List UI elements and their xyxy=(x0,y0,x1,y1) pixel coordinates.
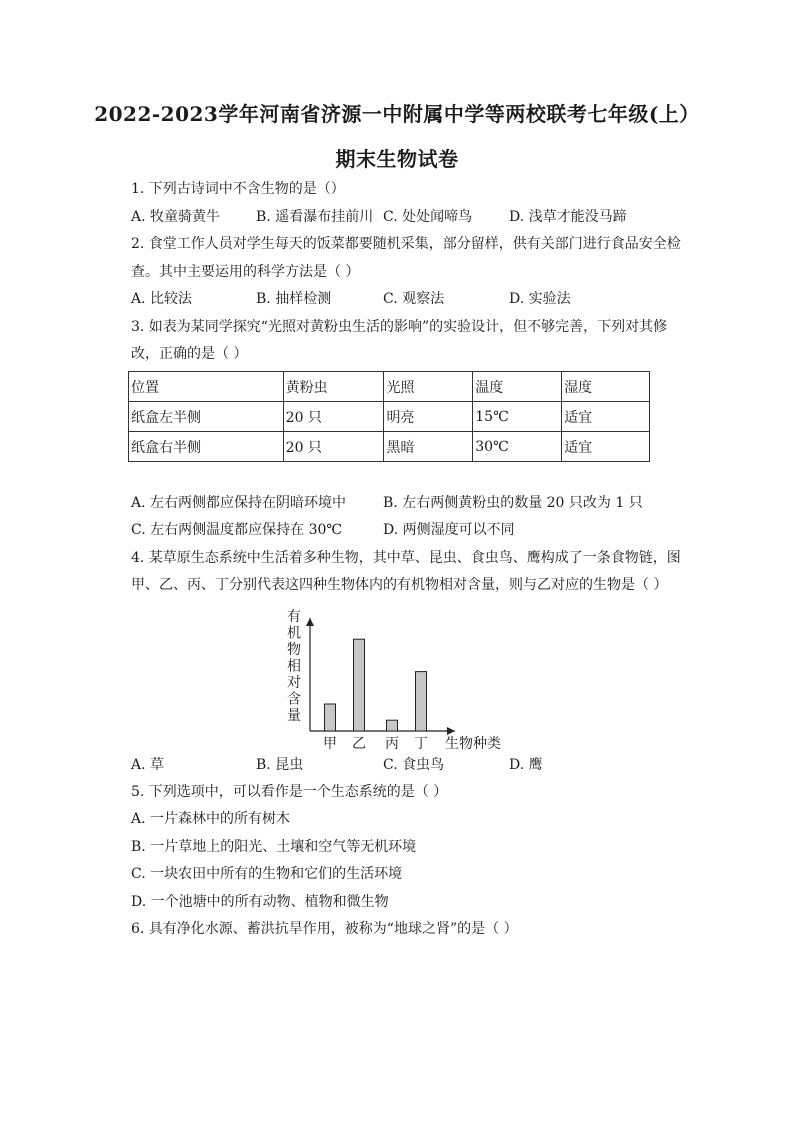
q2-option-d: D. 实验法 xyxy=(509,291,571,307)
q2-option-b: B. 抽样检测 xyxy=(256,291,332,307)
table-cell: 纸盒右半侧 xyxy=(129,432,284,462)
table-cell: 20 只 xyxy=(283,402,384,432)
q1-stem: 1. 下列古诗词中不含生物的是（） xyxy=(131,181,345,197)
chart-y-label-char: 量 xyxy=(287,708,301,724)
q3-option-b: B. 左右两侧黄粉虫的数量 20 只改为 1 只 xyxy=(383,495,643,511)
q4-option-a: A. 草 xyxy=(131,757,165,773)
chart-y-axis-arrow xyxy=(306,618,314,626)
chart-category-label: 乙 xyxy=(352,736,366,752)
table-header-cell: 光照 xyxy=(384,372,473,402)
q3-option-c: C. 左右两侧温度都应保持在 30℃ xyxy=(131,522,343,538)
table-header-cell: 位置 xyxy=(129,372,284,402)
q5-option-c: C. 一块农田中所有的生物和它们的生活环境 xyxy=(131,866,403,882)
q3-stem-line1: 3. 如表为某同学探究“光照对黄粉虫生活的影响”的实验设计，但不够完善，下列对其修 xyxy=(131,319,668,335)
table-cell: 黑暗 xyxy=(384,432,473,462)
q5-stem: 5. 下列选项中，可以看作是一个生态系统的是（ ） xyxy=(131,784,448,800)
chart-category-label: 丙 xyxy=(385,736,399,752)
table-header-cell: 湿度 xyxy=(562,372,650,402)
q2-option-a: A. 比较法 xyxy=(131,291,193,307)
table-cell: 明亮 xyxy=(384,402,473,432)
table-cell: 适宜 xyxy=(562,432,650,462)
q1-option-a: A. 牧童骑黄牛 xyxy=(131,209,221,225)
q1-option-b: B. 遥看瀑布挂前川 xyxy=(256,209,374,225)
chart-category-label: 甲 xyxy=(323,736,337,752)
q4-option-b: B. 昆虫 xyxy=(256,757,304,773)
chart-y-label-char: 机 xyxy=(287,625,301,642)
chart-category-label: 丁 xyxy=(414,736,428,752)
table-cell: 30℃ xyxy=(473,432,562,462)
q5-option-a: A. 一片森林中的所有树木 xyxy=(131,811,291,827)
q3-stem-line2: 改，正确的是（ ） xyxy=(131,346,248,362)
table-row xyxy=(129,402,650,432)
table-cell: 15℃ xyxy=(473,402,562,432)
experiment-table xyxy=(128,371,650,462)
q4-stem-line2: 甲、乙、丙、丁分别代表这四种生物体内的有机物相对含量，则与乙对应的生物是（ ） xyxy=(131,577,668,593)
table-header-row xyxy=(129,372,650,402)
exam-title-line2: 期末生物试卷 xyxy=(335,147,459,171)
q2-stem-line2: 查。其中主要运用的科学方法是（ ） xyxy=(131,264,360,280)
q5-option-d: D. 一个池塘中的所有动物、植物和微生物 xyxy=(131,894,389,910)
chart-x-axis-label: 生物种类 xyxy=(445,736,501,752)
chart-bar xyxy=(416,672,427,731)
chart-bar xyxy=(387,720,398,731)
table-cell: 20 只 xyxy=(283,432,384,462)
chart-y-label-char: 物 xyxy=(287,642,301,658)
q5-option-b: B. 一片草地上的阳光、土壤和空气等无机环境 xyxy=(131,839,417,855)
chart-y-axis-label xyxy=(287,609,301,724)
q1-option-d: D. 浅草才能没马蹄 xyxy=(509,209,627,225)
table-cell: 适宜 xyxy=(562,402,650,432)
q2-stem-line1: 2. 食堂工作人员对学生每天的饭菜都要随机采集，部分留样，供有关部门进行食品安全检 xyxy=(131,236,681,252)
chart-bar xyxy=(354,639,365,731)
q4-option-c: C. 食虫鸟 xyxy=(383,757,445,773)
chart-y-label-char: 有 xyxy=(287,609,301,625)
q3-option-d: D. 两侧湿度可以不同 xyxy=(383,522,515,538)
table-header-cell: 温度 xyxy=(473,372,562,402)
chart-bar xyxy=(325,704,336,731)
chart-x-axis-arrow xyxy=(447,727,455,735)
q4-option-d: D. 鹰 xyxy=(509,757,543,773)
chart-y-label-char: 含 xyxy=(287,691,301,708)
q1-option-c: C. 处处闻啼鸟 xyxy=(383,209,473,225)
q3-option-a: A. 左右两侧都应保持在阴暗环境中 xyxy=(131,495,347,511)
chart-y-label-char: 对 xyxy=(287,675,301,691)
q4-stem-line1: 4. 某草原生态系统中生活着多种生物，其中草、昆虫、食虫鸟、鹰构成了一条食物链，图 xyxy=(131,550,681,566)
q6-stem: 6. 具有净化水源、蓄洪抗旱作用，被称为“地球之肾”的是（ ） xyxy=(131,921,518,937)
exam-title-line1: 2022-2023学年河南省济源一中附属中学等两校联考七年级(上） xyxy=(94,102,700,126)
table-row xyxy=(129,432,650,462)
q2-option-c: C. 观察法 xyxy=(383,291,445,307)
q4-bar-chart xyxy=(0,600,794,760)
table-header-cell: 黄粉虫 xyxy=(283,372,384,402)
chart-y-label-char: 相 xyxy=(287,658,301,675)
table-cell: 纸盒左半侧 xyxy=(129,402,284,432)
